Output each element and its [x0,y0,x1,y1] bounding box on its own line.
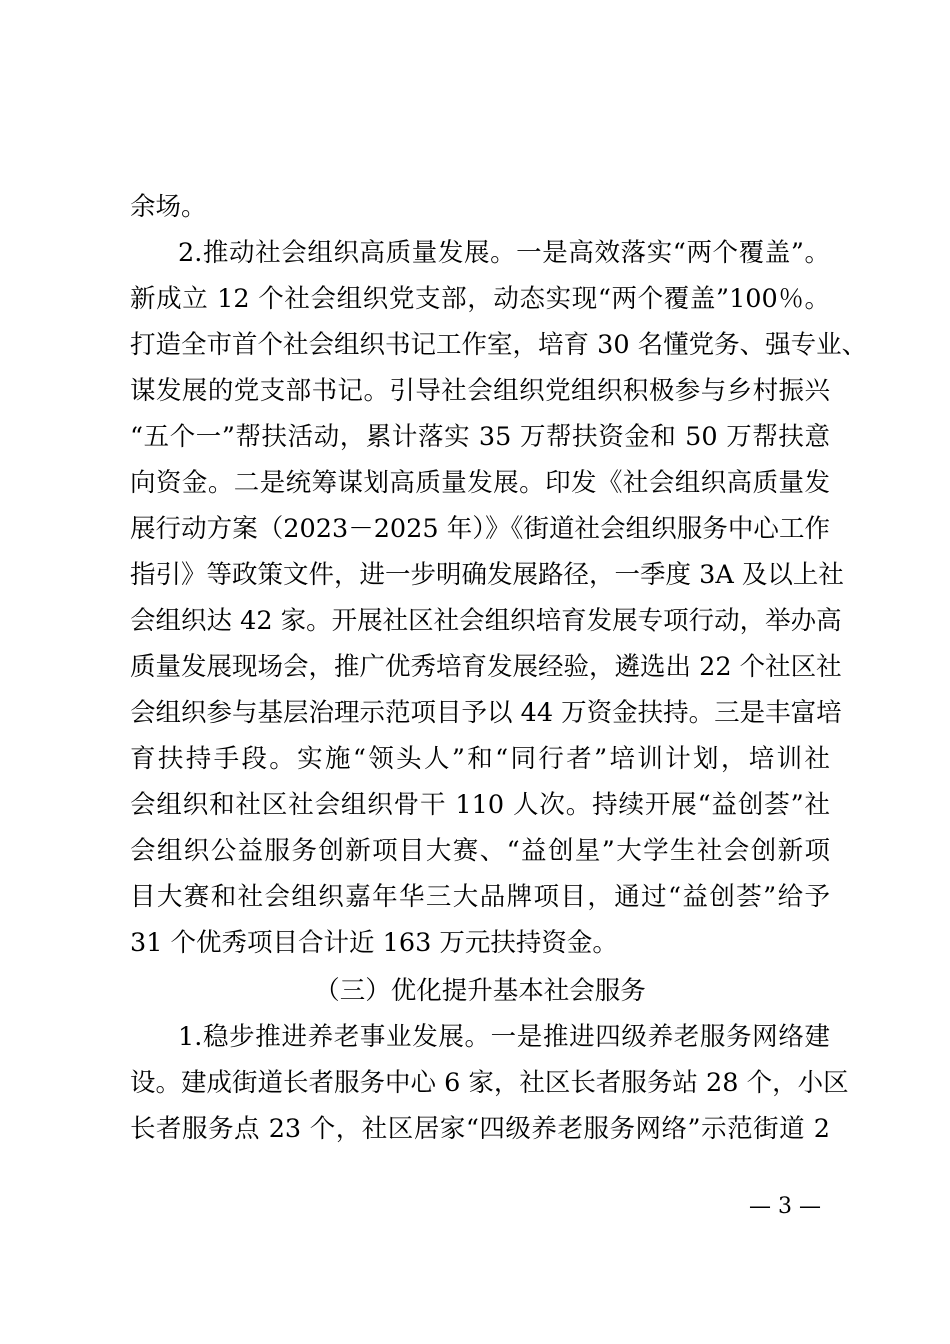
paragraph-start-line: 2.推动社会组织高质量发展。一是高效落实“两个覆盖”。 [178,238,830,268]
text-line: 31 个优秀项目合计近 163 万元扶持资金。 [130,928,618,958]
text-line: 设。建成街道长者服务中心 6 家，社区长者服务站 28 个，小区 [130,1068,849,1098]
paragraph-start-line: 1.稳步推进养老事业发展。一是推进四级养老服务网络建 [178,1022,830,1052]
text-line: 指引》等政策文件，进一步明确发展路径，一季度 3A 及以上社 [130,560,844,590]
text-line: 会组织和社区社会组织骨干 110 人次。持续开展“益创荟”社 [130,790,830,820]
text-line: 展行动方案（2023－2025 年）》《街道社会组织服务中心工作 [130,514,830,544]
text-line: 目大赛和社会组织嘉年华三大品牌项目，通过“益创荟”给予 [130,882,830,912]
text-line: 余场。 [130,192,207,222]
text-line: 会组织参与基层治理示范项目予以 44 万资金扶持。三是丰富培 [130,698,842,728]
text-line: 长者服务点 23 个，社区居家“四级养老服务网络”示范街道 2 [130,1114,830,1144]
text-line: 向资金。二是统筹谋划高质量发展。印发《社会组织高质量发 [130,468,830,498]
text-line: 育扶持手段。实施“领头人”和“同行者”培训计划，培训社 [130,744,830,774]
text-line: 打造全市首个社会组织书记工作室，培育 30 名懂党务、强专业、 [130,330,868,360]
section-heading: （三）优化提升基本社会服务 [314,976,646,1006]
text-line: 质量发展现场会，推广优秀培育发展经验，遴选出 22 个社区社 [130,652,842,682]
text-line: 新成立 12 个社会组织党支部，动态实现“两个覆盖”100％。 [130,284,830,314]
text-line: 会组织达 42 家。开展社区社会组织培育发展专项行动，举办高 [130,606,842,636]
text-line: 谋发展的党支部书记。引导社会组织党组织积极参与乡村振兴 [130,376,830,406]
page-number: — 3 — [749,1194,821,1219]
text-line: 会组织公益服务创新项目大赛、“益创星”大学生社会创新项 [130,836,830,866]
text-line: “五个一”帮扶活动，累计落实 35 万帮扶资金和 50 万帮扶意 [130,422,830,452]
